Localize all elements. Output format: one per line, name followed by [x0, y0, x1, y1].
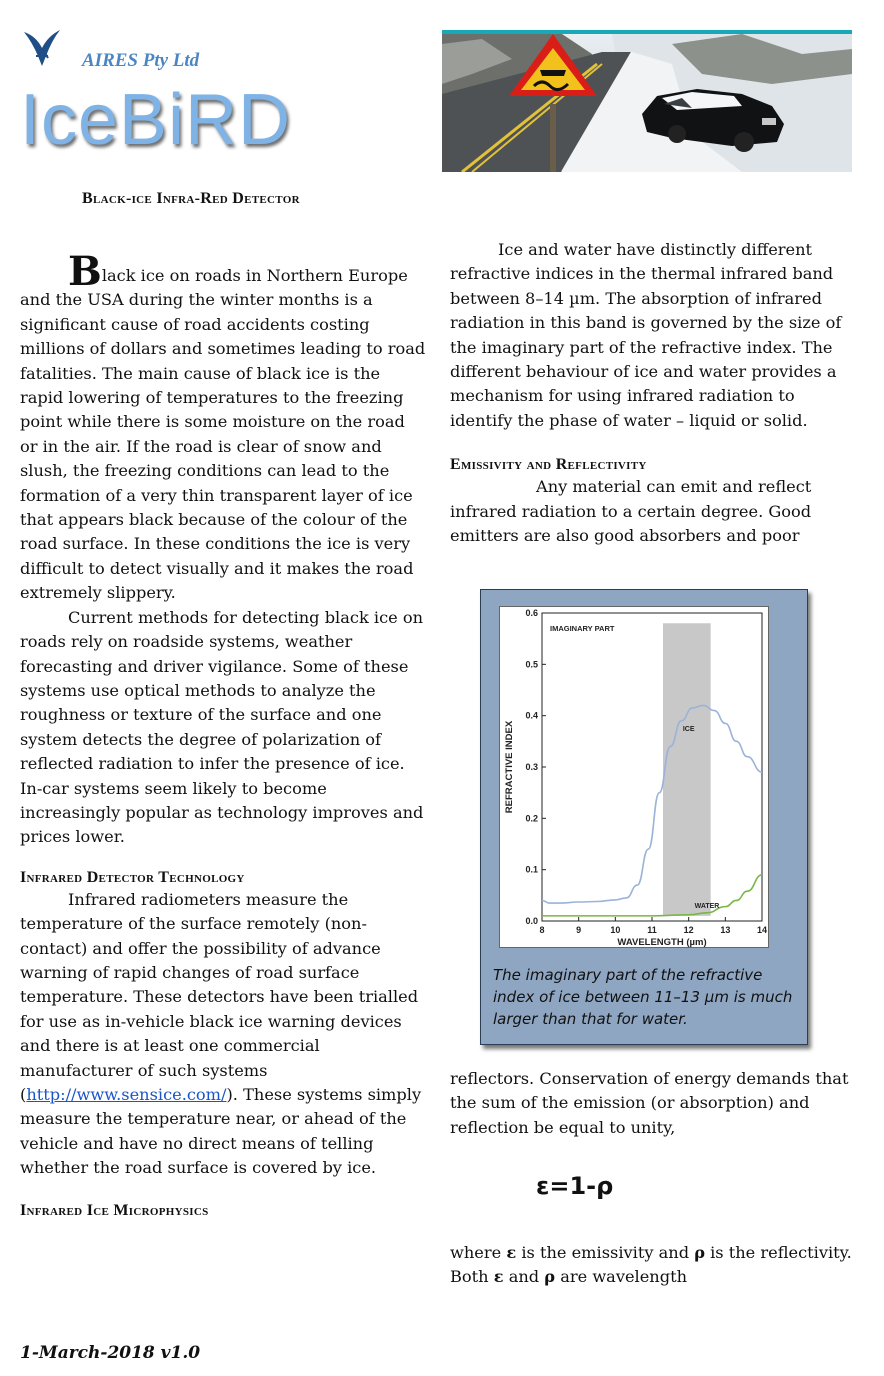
definition-text-d: and [503, 1267, 545, 1287]
detector-text-a: Infrared radiometers measure the temperature of the surface remotely (non-contact) and offer the possibility of advance warning of rapid changes of road surface temperature. These detectors have been trialled for use as in-vehicle black ice warning devices and there is at least one commercial manufacturer of such systems ( [20, 889, 419, 1104]
rho-symbol: ρ [694, 1243, 705, 1262]
y-tick-label: 0.1 [525, 864, 538, 875]
current-methods-paragraph: Current methods for detecting black ice on roads rely on roadside systems, weather forecasting and driver vigilance. Some of these systems use optical methods to analyze the roughness or texture of the surface and one system detects the degree of polarization of reflected radiation to infer the presence of ice. In-car systems seem likely to become increasingly popular as technology improves and prices lower. [20, 607, 424, 847]
intro-text: lack ice on roads in Northern Europe and the USA during the winter months is a significant cause of road accidents costing millions of dollars and sometimes leading to road fatalities. The main cause of black ice is the rapid lowering of temperatures to the freezing point while there is some moisture on the road or in the air. If the road is clear of snow and slush, the freezing conditions can lead to the formation of a very thin transparent layer of ice that appears black because of the colour of the road surface. In these conditions the ice is very difficult to detect visually and it makes the road extremely slippery. [20, 266, 426, 603]
detector-paragraph [20, 888, 426, 1181]
footer-date: 1-March-2018 v1.0 [20, 1343, 201, 1363]
highlight-band [663, 623, 711, 916]
series-line-ice [542, 705, 762, 903]
aires-logo-icon [22, 26, 82, 66]
y-tick-label: 0.2 [525, 813, 538, 824]
x-tick-label: 9 [576, 925, 582, 935]
chart-title: IMAGINARY PART [550, 624, 615, 633]
y-axis-label: REFRACTIVE INDEX [504, 720, 515, 814]
definition-text-e: are wavelength [555, 1267, 688, 1287]
conservation-paragraph: reflectors. Conservation of energy demands that the sum of the emission (or absorption) and reflection be equal to unity, [450, 1069, 849, 1137]
intro-paragraph [20, 248, 426, 606]
x-tick-label: 14 [756, 925, 768, 935]
detector-text-b: ). These systems simply measure the temperature near, or ahead of the vehicle and have no direct means of telling whether the road surface is covered by ice. [20, 1085, 422, 1178]
right-column-middle [450, 1067, 860, 1140]
definition-text-a: where [450, 1243, 507, 1262]
y-tick-label: 0.4 [525, 710, 538, 721]
x-tick-label: 12 [683, 925, 694, 935]
chart-svg [500, 607, 770, 949]
x-tick-label: 10 [610, 925, 621, 935]
emissivity-paragraph: Any material can emit and reflect infrared radiation to a certain degree. Good emitters are also good absorbers and poor [450, 477, 812, 546]
x-axis-label: WAVELENGTH (µm) [617, 937, 707, 948]
definition-paragraph [450, 1241, 860, 1290]
black-ice-road-photo [442, 30, 852, 172]
right-column-bottom [450, 1241, 860, 1290]
figure-caption: The imaginary part of the refractive index of ice between 11–13 µm is much larger than that for water. [493, 966, 793, 1028]
figure-frame [480, 589, 808, 1045]
company-name: AIRES Pty Ltd [82, 50, 200, 71]
sensice-link[interactable]: http://www.sensice.com/ [26, 1085, 227, 1104]
brand-title: IceBiRD [20, 80, 292, 160]
right-column-top [450, 238, 858, 548]
section-heading-emissivity: Emissivity and Reflectivity [450, 456, 647, 474]
definition-text-b: is the emissivity and [516, 1243, 695, 1262]
document-subtitle: Black-ice Infra-Red Detector [82, 190, 300, 207]
section-heading-ice-microphysics: Infrared Ice Microphysics [20, 1201, 209, 1219]
y-tick-label: 0.3 [525, 762, 538, 772]
y-tick-label: 0.5 [525, 659, 538, 670]
series-label-ice: ICE [682, 726, 695, 734]
epsilon-symbol: ε [506, 1243, 517, 1262]
x-tick-label: 8 [539, 925, 545, 935]
x-tick-label: 13 [720, 925, 731, 935]
y-tick-label: 0.6 [525, 608, 538, 618]
left-column [20, 248, 426, 1221]
section-heading-detector-technology: Infrared Detector Technology [20, 868, 245, 886]
epsilon-symbol-2: ε [493, 1267, 504, 1287]
series-line-water [542, 875, 762, 916]
drop-cap: B [68, 248, 102, 295]
series-label-water: WATER [694, 903, 720, 911]
y-tick-label: 0.0 [525, 916, 538, 926]
refractive-paragraph: Ice and water have distinctly different refractive indices in the thermal infrared band between 8–14 µm. The absorption of infrared radiation in this band is governed by the size of the imaginary part of the refractive index. The different behaviour of ice and water provides a mechanism for using infrared radiation to identify the phase of water – liquid or solid. [450, 240, 842, 430]
definition-text-c: is the reflectivity. Both [450, 1243, 852, 1287]
emissivity-equation: ε=1-ρ [536, 1172, 614, 1200]
x-tick-label: 11 [647, 925, 657, 935]
plot-frame [542, 613, 762, 921]
rho-symbol-2: ρ [544, 1267, 556, 1287]
refractive-index-chart [499, 606, 769, 948]
